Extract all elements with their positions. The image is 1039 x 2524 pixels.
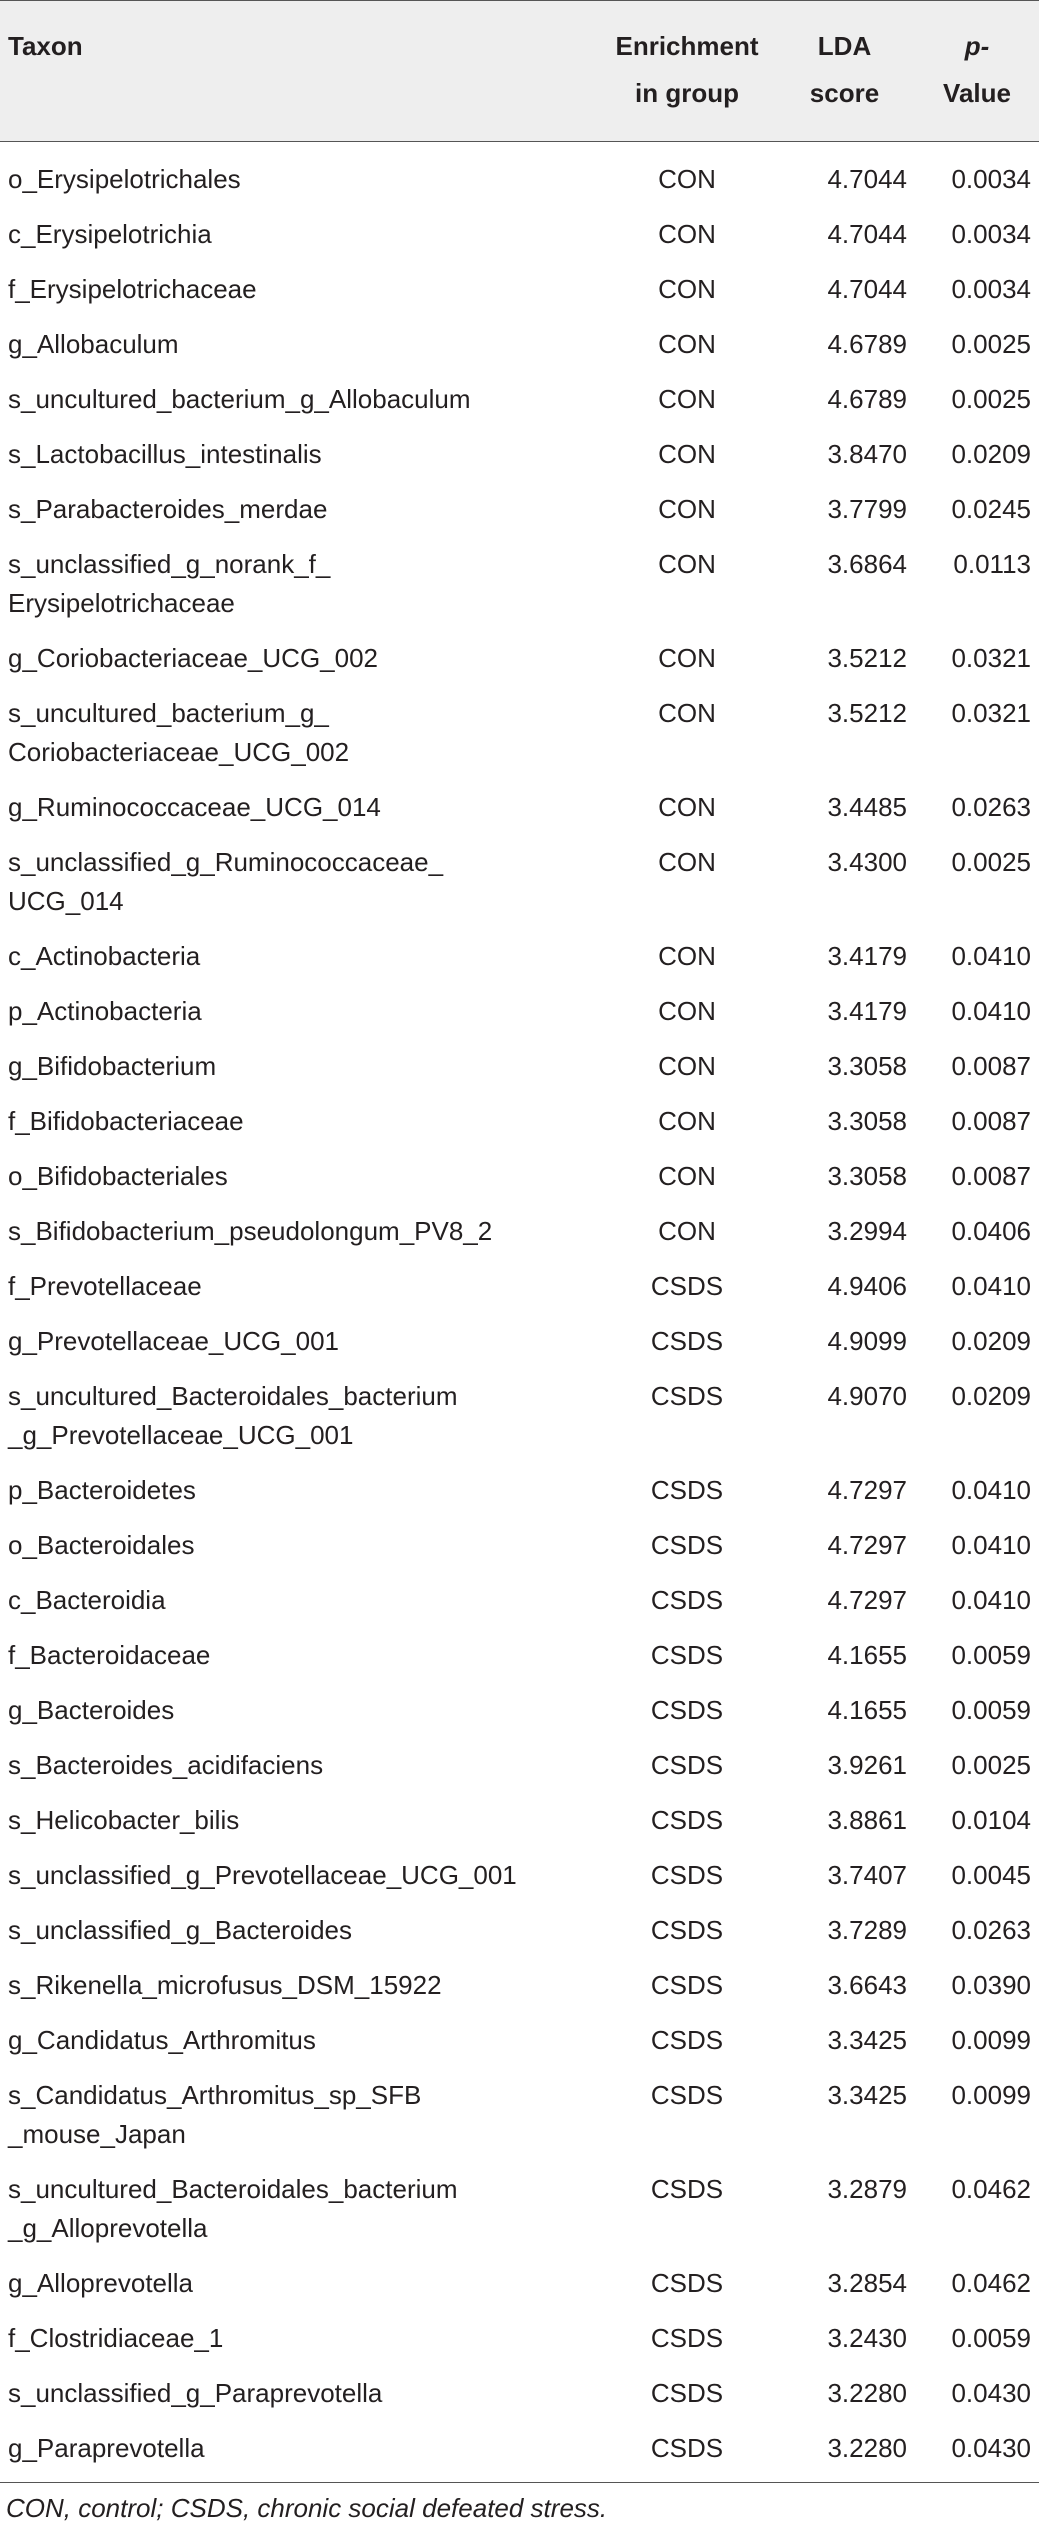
- lda-score-cell: 3.3425: [827, 2080, 907, 2110]
- table-row: [0, 2256, 1039, 2311]
- taxon-cell: [0, 2068, 600, 2162]
- table-row: [0, 1683, 1039, 1738]
- table-row: [0, 372, 1039, 427]
- taxon-text: _g_Prevotellaceae_UCG_001: [8, 1420, 354, 1450]
- p-value-cell: 0.0209: [951, 1381, 1031, 1411]
- taxon-cell: [0, 1738, 600, 1793]
- enrichment-group-cell: CSDS: [650, 1475, 724, 1505]
- taxon-cell: [0, 1039, 600, 1094]
- lda-score-cell: 3.4485: [827, 792, 907, 822]
- header-taxon: Taxon: [8, 31, 83, 61]
- p-value-cell: 0.0087: [951, 1051, 1031, 1081]
- taxon-text: g_Allobaculum: [8, 329, 179, 359]
- lda-score-cell: 3.7407: [827, 1860, 907, 1890]
- table-body: [0, 142, 1039, 2483]
- lda-score-cell: 3.7799: [827, 494, 907, 524]
- taxon-cell: [0, 1628, 600, 1683]
- taxon-text: g_Ruminococcaceae_UCG_014: [8, 792, 381, 822]
- table-row: [0, 1369, 1039, 1463]
- table-row: [0, 142, 1039, 208]
- taxon-cell: [0, 482, 600, 537]
- taxon-text: s_Bacteroides_acidifaciens: [8, 1750, 324, 1780]
- enrichment-group-cell: CON: [658, 439, 716, 469]
- table-row: [0, 780, 1039, 835]
- taxon-text: Erysipelotrichaceae: [8, 588, 235, 618]
- p-value-cell: 0.0025: [951, 847, 1031, 877]
- taxon-text: g_Alloprevotella: [8, 2268, 194, 2298]
- table-row: [0, 929, 1039, 984]
- enrichment-group-cell: CON: [658, 1216, 716, 1246]
- taxon-cell: [0, 1683, 600, 1738]
- p-value-cell: 0.0410: [951, 996, 1031, 1026]
- enrichment-group-cell: CON: [658, 329, 716, 359]
- enrichment-group-cell: CSDS: [650, 2025, 724, 2055]
- lda-score-cell: 3.4179: [827, 996, 907, 1026]
- enrichment-group-cell: CSDS: [650, 1805, 724, 1835]
- table-row: [0, 1958, 1039, 2013]
- taxon-cell: [0, 207, 600, 262]
- table-row: [0, 1149, 1039, 1204]
- taxon-cell: [0, 372, 600, 427]
- lda-score-cell: 3.5212: [827, 698, 907, 728]
- enrichment-group-cell: CON: [658, 549, 716, 579]
- table-row: [0, 1039, 1039, 1094]
- taxon-cell: [0, 929, 600, 984]
- taxon-cell: [0, 1369, 600, 1463]
- taxon-text: s_unclassified_g_Ruminococcaceae_: [8, 847, 444, 877]
- p-value-cell: 0.0410: [951, 1530, 1031, 1560]
- taxon-cell: [0, 2162, 600, 2256]
- p-value-cell: 0.0209: [951, 1326, 1031, 1356]
- taxon-text: o_Bifidobacteriales: [8, 1161, 228, 1191]
- taxon-text: s_uncultured_bacterium_g_: [8, 698, 329, 728]
- taxon-text: f_Bacteroidaceae: [8, 1640, 211, 1670]
- lda-score-cell: 4.9070: [827, 1381, 907, 1411]
- enrichment-group-cell: CON: [658, 274, 716, 304]
- lda-score-cell: 4.7044: [827, 164, 907, 194]
- taxon-text: p_Bacteroidetes: [8, 1475, 196, 1505]
- taxon-cell: [0, 2256, 600, 2311]
- taxon-text: p_Actinobacteria: [8, 996, 202, 1026]
- taxon-text: o_Erysipelotrichales: [8, 164, 241, 194]
- table-row: [0, 2311, 1039, 2366]
- taxon-cell: [0, 835, 600, 929]
- table-row: [0, 207, 1039, 262]
- taxon-cell: [0, 2311, 600, 2366]
- p-value-cell: 0.0059: [951, 1695, 1031, 1725]
- p-value-cell: 0.0462: [951, 2174, 1031, 2204]
- enrichment-group-cell: CSDS: [650, 1915, 724, 1945]
- lda-score-cell: 3.8861: [827, 1805, 907, 1835]
- enrichment-group-cell: CON: [658, 1161, 716, 1191]
- taxon-cell: [0, 1149, 600, 1204]
- table-row: [0, 1738, 1039, 1793]
- enrichment-group-cell: CSDS: [650, 2080, 724, 2110]
- p-value-cell: 0.0059: [951, 2323, 1031, 2353]
- p-value-cell: 0.0263: [951, 792, 1031, 822]
- enrichment-group-cell: CSDS: [600, 2421, 774, 2483]
- taxon-cell: [0, 1463, 600, 1518]
- p-value-cell: 0.0034: [951, 164, 1031, 194]
- enrichment-group-cell: CON: [658, 164, 716, 194]
- taxon-text: c_Bacteroidia: [8, 1585, 166, 1615]
- enrichment-group-cell: CSDS: [650, 2323, 724, 2353]
- lda-score-cell: 3.4300: [827, 847, 907, 877]
- p-value-cell: 0.0209: [951, 439, 1031, 469]
- enrichment-group-cell: CON: [658, 384, 716, 414]
- lda-score-cell: 3.2854: [827, 2268, 907, 2298]
- taxon-cell: [0, 686, 600, 780]
- taxon-text: s_Candidatus_Arthromitus_sp_SFB: [8, 2080, 422, 2110]
- table-row: [0, 482, 1039, 537]
- taxon-text: f_Prevotellaceae: [8, 1271, 202, 1301]
- taxon-cell: [0, 2013, 600, 2068]
- taxon-text: s_unclassified_g_Prevotellaceae_UCG_001: [8, 1860, 517, 1890]
- taxon-cell: [0, 780, 600, 835]
- taxon-cell: [0, 1903, 600, 1958]
- lda-score-cell: 3.3058: [827, 1051, 907, 1081]
- p-value-cell: 0.0430: [915, 2421, 1039, 2483]
- taxon-text: g_Paraprevotella: [8, 2433, 205, 2463]
- taxon-text: s_unclassified_g_norank_f_: [8, 549, 331, 579]
- table-footnote: CON, control; CSDS, chronic social defeated stress.: [6, 2493, 608, 2523]
- table-row: [0, 1793, 1039, 1848]
- taxon-text: g_Prevotellaceae_UCG_001: [8, 1326, 339, 1356]
- enrichment-group-cell: CON: [658, 698, 716, 728]
- taxon-cell: [0, 1793, 600, 1848]
- lda-score-cell: 3.2994: [827, 1216, 907, 1246]
- p-value-cell: 0.0087: [951, 1106, 1031, 1136]
- p-value-cell: 0.0410: [951, 941, 1031, 971]
- p-value-cell: 0.0113: [953, 549, 1031, 579]
- lda-score-cell: 3.2280: [774, 2421, 915, 2483]
- lda-score-cell: 4.7297: [827, 1475, 907, 1505]
- header-p-value: p- Value: [943, 31, 1011, 108]
- lda-score-cell: 3.6864: [827, 549, 907, 579]
- table-row: [0, 1573, 1039, 1628]
- enrichment-group-cell: CSDS: [650, 2268, 724, 2298]
- taxon-text: s_uncultured_Bacteroidales_bacterium: [8, 1381, 458, 1411]
- lda-score-cell: 4.6789: [827, 384, 907, 414]
- taxon-text: g_Candidatus_Arthromitus: [8, 2025, 316, 2055]
- taxon-text: UCG_014: [8, 886, 124, 916]
- taxon-cell: [0, 427, 600, 482]
- p-value-cell: 0.0410: [951, 1585, 1031, 1615]
- table-row: [0, 1204, 1039, 1259]
- taxon-text: _g_Alloprevotella: [8, 2213, 208, 2243]
- taxon-text: s_Lactobacillus_intestinalis: [8, 439, 322, 469]
- lda-score-cell: 4.6789: [827, 329, 907, 359]
- p-value-cell: 0.0321: [951, 698, 1031, 728]
- enrichment-group-cell: CSDS: [650, 1585, 724, 1615]
- lda-score-cell: 3.8470: [827, 439, 907, 469]
- lda-score-cell: 4.1655: [827, 1640, 907, 1670]
- table-row: [0, 1259, 1039, 1314]
- table-row: [0, 537, 1039, 631]
- table-header: [0, 1, 1039, 142]
- lda-score-cell: 3.2280: [827, 2378, 907, 2408]
- taxon-cell: [0, 1094, 600, 1149]
- p-value-cell: 0.0059: [951, 1640, 1031, 1670]
- taxon-text: s_Helicobacter_bilis: [8, 1805, 240, 1835]
- lda-score-cell: 4.9406: [827, 1271, 907, 1301]
- p-value-cell: 0.0245: [951, 494, 1031, 524]
- header-enrichment: Enrichment in group: [615, 31, 759, 108]
- table-row: [0, 1094, 1039, 1149]
- taxon-text: s_unclassified_g_Paraprevotella: [8, 2378, 383, 2408]
- enrichment-group-cell: CSDS: [650, 1970, 724, 2000]
- enrichment-group-cell: CON: [658, 219, 716, 249]
- taxon-cell: [0, 1204, 600, 1259]
- table-row: [0, 631, 1039, 686]
- enrichment-group-cell: CON: [658, 494, 716, 524]
- table-row: [0, 984, 1039, 1039]
- p-value-cell: 0.0390: [951, 1970, 1031, 2000]
- taxon-cell: [0, 1259, 600, 1314]
- lda-score-cell: 3.9261: [827, 1750, 907, 1780]
- taxon-text: _mouse_Japan: [8, 2119, 186, 2149]
- enrichment-group-cell: CSDS: [650, 1640, 724, 1670]
- table-row: [0, 1903, 1039, 1958]
- taxon-text: c_Erysipelotrichia: [8, 219, 212, 249]
- taxon-cell: [0, 537, 600, 631]
- p-value-cell: 0.0410: [951, 1475, 1031, 1505]
- p-value-cell: 0.0025: [951, 384, 1031, 414]
- p-value-cell: 0.0099: [951, 2025, 1031, 2055]
- p-value-cell: 0.0462: [951, 2268, 1031, 2298]
- taxon-text: f_Clostridiaceae_1: [8, 2323, 224, 2353]
- taxon-text: s_Rikenella_microfusus_DSM_15922: [8, 1970, 442, 2000]
- enrichment-group-cell: CON: [658, 941, 716, 971]
- taxon-cell: [0, 1848, 600, 1903]
- lda-score-cell: 3.6643: [827, 1970, 907, 2000]
- taxon-text: s_uncultured_Bacteroidales_bacterium: [8, 2174, 458, 2204]
- p-value-cell: 0.0406: [951, 1216, 1031, 1246]
- taxon-cell: [0, 1573, 600, 1628]
- enrichment-group-cell: CSDS: [650, 1381, 724, 1411]
- lda-score-cell: 3.3425: [827, 2025, 907, 2055]
- taxon-cell: [0, 631, 600, 686]
- table-row: [0, 1848, 1039, 1903]
- p-value-cell: 0.0025: [951, 329, 1031, 359]
- p-value-cell: 0.0430: [951, 2378, 1031, 2408]
- enrichment-group-cell: CSDS: [650, 2378, 724, 2408]
- p-value-cell: 0.0410: [951, 1271, 1031, 1301]
- p-value-cell: 0.0025: [951, 1750, 1031, 1780]
- enrichment-group-cell: CON: [658, 1106, 716, 1136]
- table-row: [0, 686, 1039, 780]
- enrichment-group-cell: CSDS: [650, 1750, 724, 1780]
- taxon-cell: [0, 1958, 600, 2013]
- taxon-text: g_Coriobacteriaceae_UCG_002: [8, 643, 379, 673]
- table-row: [0, 427, 1039, 482]
- table-row: [0, 1628, 1039, 1683]
- lda-score-cell: 3.2879: [827, 2174, 907, 2204]
- lda-score-cell: 3.2430: [827, 2323, 907, 2353]
- taxon-text: f_Erysipelotrichaceae: [8, 274, 257, 304]
- table-row: [0, 1518, 1039, 1573]
- lda-score-cell: 3.3058: [827, 1106, 907, 1136]
- table-row: [0, 2013, 1039, 2068]
- taxon-cell: [0, 1314, 600, 1369]
- taxon-text: s_unclassified_g_Bacteroides: [8, 1915, 352, 1945]
- taxon-cell: [0, 1518, 600, 1573]
- taxon-text: c_Actinobacteria: [8, 941, 201, 971]
- taxon-cell: [0, 142, 600, 208]
- enrichment-group-cell: CSDS: [650, 1326, 724, 1356]
- taxon-text: g_Bifidobacterium: [8, 1051, 217, 1081]
- enrichment-group-cell: CSDS: [650, 1530, 724, 1560]
- lda-score-cell: 3.5212: [827, 643, 907, 673]
- taxon-cell: [0, 984, 600, 1039]
- lda-score-cell: 4.9099: [827, 1326, 907, 1356]
- table-row: [0, 262, 1039, 317]
- enrichment-group-cell: CON: [658, 996, 716, 1026]
- lda-score-cell: 4.7044: [827, 274, 907, 304]
- enrichment-group-cell: CSDS: [650, 1695, 724, 1725]
- table-row: [0, 2421, 1039, 2483]
- p-value-cell: 0.0099: [951, 2080, 1031, 2110]
- table-row: [0, 2068, 1039, 2162]
- taxon-text: o_Bacteroidales: [8, 1530, 195, 1560]
- lda-score-cell: 4.7044: [827, 219, 907, 249]
- table-row: [0, 1463, 1039, 1518]
- p-value-cell: 0.0087: [951, 1161, 1031, 1191]
- taxon-cell: [0, 2366, 600, 2421]
- header-lda: LDA score: [809, 31, 880, 108]
- taxon-cell: [0, 317, 600, 372]
- enrichment-group-cell: CON: [658, 847, 716, 877]
- p-value-cell: 0.0034: [951, 219, 1031, 249]
- enrichment-group-cell: CON: [658, 643, 716, 673]
- p-value-cell: 0.0104: [951, 1805, 1031, 1835]
- enrichment-group-cell: CSDS: [650, 1860, 724, 1890]
- taxon-text: f_Bifidobacteriaceae: [8, 1106, 244, 1136]
- table-row: [0, 835, 1039, 929]
- lda-score-cell: 3.4179: [827, 941, 907, 971]
- taxon-text: s_Bifidobacterium_pseudolongum_PV8_2: [8, 1216, 493, 1246]
- taxon-cell: [0, 2421, 600, 2483]
- header-row: [0, 1, 1039, 142]
- taxon-text: s_uncultured_bacterium_g_Allobaculum: [8, 384, 471, 414]
- enrichment-group-cell: CON: [658, 792, 716, 822]
- lda-score-cell: 4.7297: [827, 1585, 907, 1615]
- table-row: [0, 1314, 1039, 1369]
- p-value-cell: 0.0045: [951, 1860, 1031, 1890]
- enrichment-group-cell: CSDS: [650, 2174, 724, 2204]
- taxon-cell: [0, 262, 600, 317]
- enrichment-group-cell: CON: [658, 1051, 716, 1081]
- table-row: [0, 317, 1039, 372]
- taxon-text: s_Parabacteroides_merdae: [8, 494, 328, 524]
- lda-score-cell: 3.7289: [827, 1915, 907, 1945]
- p-value-cell: 0.0263: [951, 1915, 1031, 1945]
- taxon-text: Coriobacteriaceae_UCG_002: [8, 737, 350, 767]
- lda-score-cell: 4.7297: [827, 1530, 907, 1560]
- p-value-cell: 0.0034: [951, 274, 1031, 304]
- taxon-text: g_Bacteroides: [8, 1695, 175, 1725]
- p-value-cell: 0.0321: [951, 643, 1031, 673]
- table-row: [0, 2162, 1039, 2256]
- enrichment-group-cell: CSDS: [650, 1271, 724, 1301]
- lda-score-cell: 3.3058: [827, 1161, 907, 1191]
- table-row: [0, 2366, 1039, 2421]
- lda-score-cell: 4.1655: [827, 1695, 907, 1725]
